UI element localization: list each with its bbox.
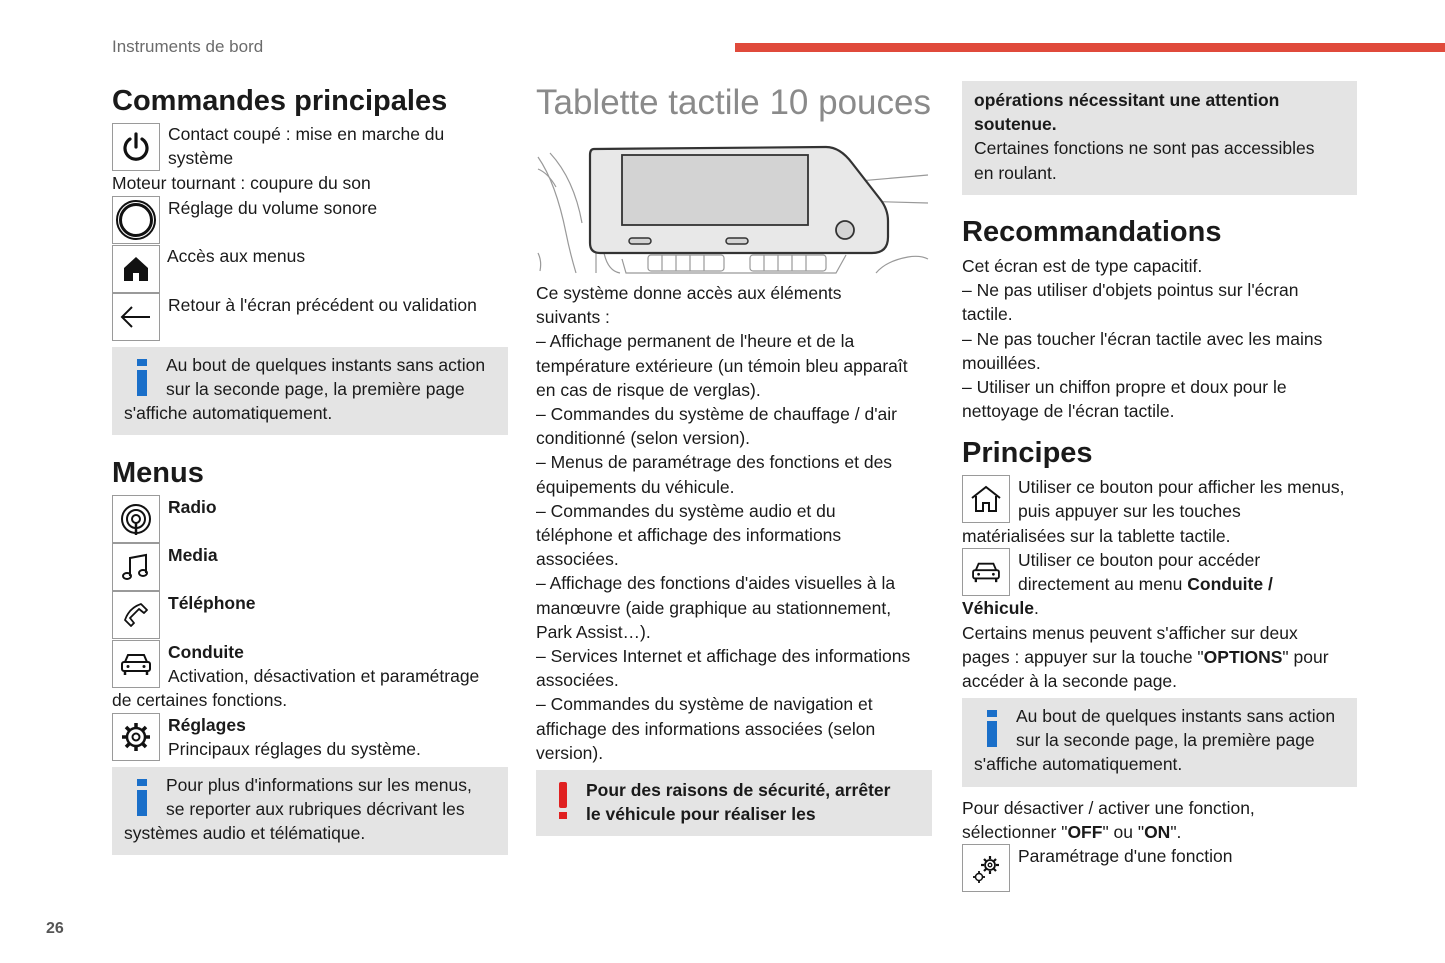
toggle-line2: sélectionner "OFF" ou "ON". xyxy=(962,822,1182,842)
text-line: Park Assist…). xyxy=(536,621,651,642)
text-line: conditionné (selon version). xyxy=(536,428,751,449)
warning-icon xyxy=(556,782,570,820)
warning-line: soutenue. xyxy=(974,114,1057,135)
info-line: s'affiche automatiquement. xyxy=(124,403,333,424)
warning-line: Certaines fonctions ne sont pas accessibles xyxy=(974,138,1315,159)
power-line3: Moteur tournant : coupure du son xyxy=(112,173,371,193)
text-line: mouillées. xyxy=(962,352,1041,373)
radio-icon xyxy=(112,495,160,543)
info-line: s'affiche automatiquement. xyxy=(974,754,1183,775)
text-line: nettoyage de l'écran tactile. xyxy=(962,401,1175,422)
back-label: Retour à l'écran précédent ou validation xyxy=(168,295,477,315)
car-icon xyxy=(962,548,1010,596)
text-line: – Commandes du système de chauffage / d'air xyxy=(536,404,897,425)
volume-label: Réglage du volume sonore xyxy=(168,198,378,218)
warning-line: Pour des raisons de sécurité, arrêter xyxy=(586,780,891,800)
car-icon xyxy=(112,640,160,688)
text-line: – Utiliser un chiffon propre et doux pour le xyxy=(962,377,1287,398)
recommandations-list xyxy=(962,254,1362,423)
text-line: – Services Internet et affichage des informations xyxy=(536,646,911,667)
menus-title: Menus xyxy=(112,457,204,489)
text-line: – Menus de paramétrage des fonctions et des xyxy=(536,452,893,473)
text-line: affichage des informations associées (selon xyxy=(536,718,876,739)
gear-icon xyxy=(112,713,160,761)
menu-reglages-label: Réglages xyxy=(168,715,246,735)
home-outline-icon xyxy=(962,475,1010,523)
text-line: – Ne pas toucher l'écran tactile avec les mains xyxy=(962,328,1323,349)
info-line: se reporter aux rubriques décrivant les xyxy=(166,799,465,820)
info-line: Pour plus d'informations sur les menus, xyxy=(166,775,472,795)
text-line: – Commandes du système audio et du xyxy=(536,500,836,521)
power-icon xyxy=(112,123,160,171)
two-pages-line3: accéder à la seconde page. xyxy=(962,671,1178,691)
back-arrow-icon xyxy=(112,293,160,341)
menu-radio-label: Radio xyxy=(168,497,217,517)
info-box-auto-return xyxy=(112,347,508,435)
power-line2: système xyxy=(168,148,234,168)
text-line: associées. xyxy=(536,549,619,570)
home-label: Accès aux menus xyxy=(167,246,306,266)
home-button-text2: puis appuyer sur les touches xyxy=(1018,501,1241,521)
text-line: Ce système donne accès aux éléments xyxy=(536,283,842,303)
home-icon xyxy=(112,245,160,293)
text-line: – Ne pas utiliser d'objets pointus sur l'écran xyxy=(962,280,1299,301)
header-accent-bar xyxy=(735,43,1445,52)
two-pages-line2: pages : appuyer sur la touche "OPTIONS" pour xyxy=(962,647,1329,667)
home-button-text1: Utiliser ce bouton pour afficher les menus, xyxy=(1018,477,1345,497)
phone-icon xyxy=(112,591,160,639)
info-icon xyxy=(132,779,154,819)
car-button-text1: Utiliser ce bouton pour accéder xyxy=(1018,550,1261,570)
info-line: Au bout de quelques instants sans action xyxy=(166,355,486,375)
info-box-menus xyxy=(112,767,508,855)
car-button-text2: directement au menu Conduite / xyxy=(1018,574,1273,594)
info-icon xyxy=(132,359,154,399)
info-line: Au bout de quelques instants sans action xyxy=(1016,706,1336,726)
text-line: manœuvre (aide graphique au stationnement, xyxy=(536,597,892,618)
touchscreen-illustration xyxy=(536,143,932,275)
warning-box-safety xyxy=(536,770,932,836)
text-line: associées. xyxy=(536,670,619,691)
info-box-auto-return-2 xyxy=(962,698,1357,787)
commandes-title: Commandes principales xyxy=(112,85,448,117)
volume-knob-icon xyxy=(112,196,160,244)
menu-telephone-label: Téléphone xyxy=(168,593,256,613)
running-header: Instruments de bord xyxy=(112,37,264,56)
power-line1: Contact coupé : mise en marche du xyxy=(168,124,445,144)
music-note-icon xyxy=(112,543,160,591)
reglages-desc: Principaux réglages du système. xyxy=(168,739,421,759)
text-line: version). xyxy=(536,742,604,763)
conduite-desc-line2: de certaines fonctions. xyxy=(112,690,288,710)
menu-media-label: Media xyxy=(168,545,218,565)
info-icon xyxy=(982,710,1004,750)
info-line: sur la seconde page, la première page xyxy=(1016,730,1315,751)
text-line: température extérieure (un témoin bleu apparaît xyxy=(536,355,908,376)
text-line: – Commandes du système de navigation et xyxy=(536,694,873,715)
text-line: – Affichage permanent de l'heure et de la xyxy=(536,331,855,352)
two-pages-line1: Certains menus peuvent s'afficher sur deux xyxy=(962,623,1298,643)
text-line: équipements du véhicule. xyxy=(536,476,735,497)
toggle-line1: Pour désactiver / activer une fonction, xyxy=(962,798,1255,818)
menu-conduite-label: Conduite xyxy=(168,642,244,662)
text-line: Cet écran est de type capacitif. xyxy=(962,256,1203,276)
gears-icon xyxy=(962,844,1010,892)
home-button-text3: matérialisées sur la tablette tactile. xyxy=(962,526,1231,546)
text-line: en cas de risque de verglas). xyxy=(536,379,761,400)
info-line: sur la seconde page, la première page xyxy=(166,379,465,400)
principes-title: Principes xyxy=(962,437,1093,469)
tablette-description xyxy=(536,281,936,765)
page-number: 26 xyxy=(46,920,64,937)
text-line: – Affichage des fonctions d'aides visuelles à la xyxy=(536,573,896,594)
text-line: suivants : xyxy=(536,307,610,328)
param-label: Paramétrage d'une fonction xyxy=(1018,846,1233,866)
car-button-text3: Véhicule. xyxy=(962,598,1039,618)
warning-line: opérations nécessitant une attention xyxy=(974,90,1280,110)
conduite-desc-line1: Activation, désactivation et paramétrage xyxy=(168,666,480,686)
recommandations-title: Recommandations xyxy=(962,216,1222,248)
warning-continuation-box xyxy=(962,81,1357,195)
info-line: systèmes audio et télématique. xyxy=(124,823,366,844)
text-line: téléphone et affichage des informations xyxy=(536,525,842,546)
warning-line: le véhicule pour réaliser les xyxy=(586,804,816,825)
tablette-title: Tablette tactile 10 pouces xyxy=(536,83,931,122)
warning-line: en roulant. xyxy=(974,162,1057,183)
text-line: tactile. xyxy=(962,304,1013,325)
